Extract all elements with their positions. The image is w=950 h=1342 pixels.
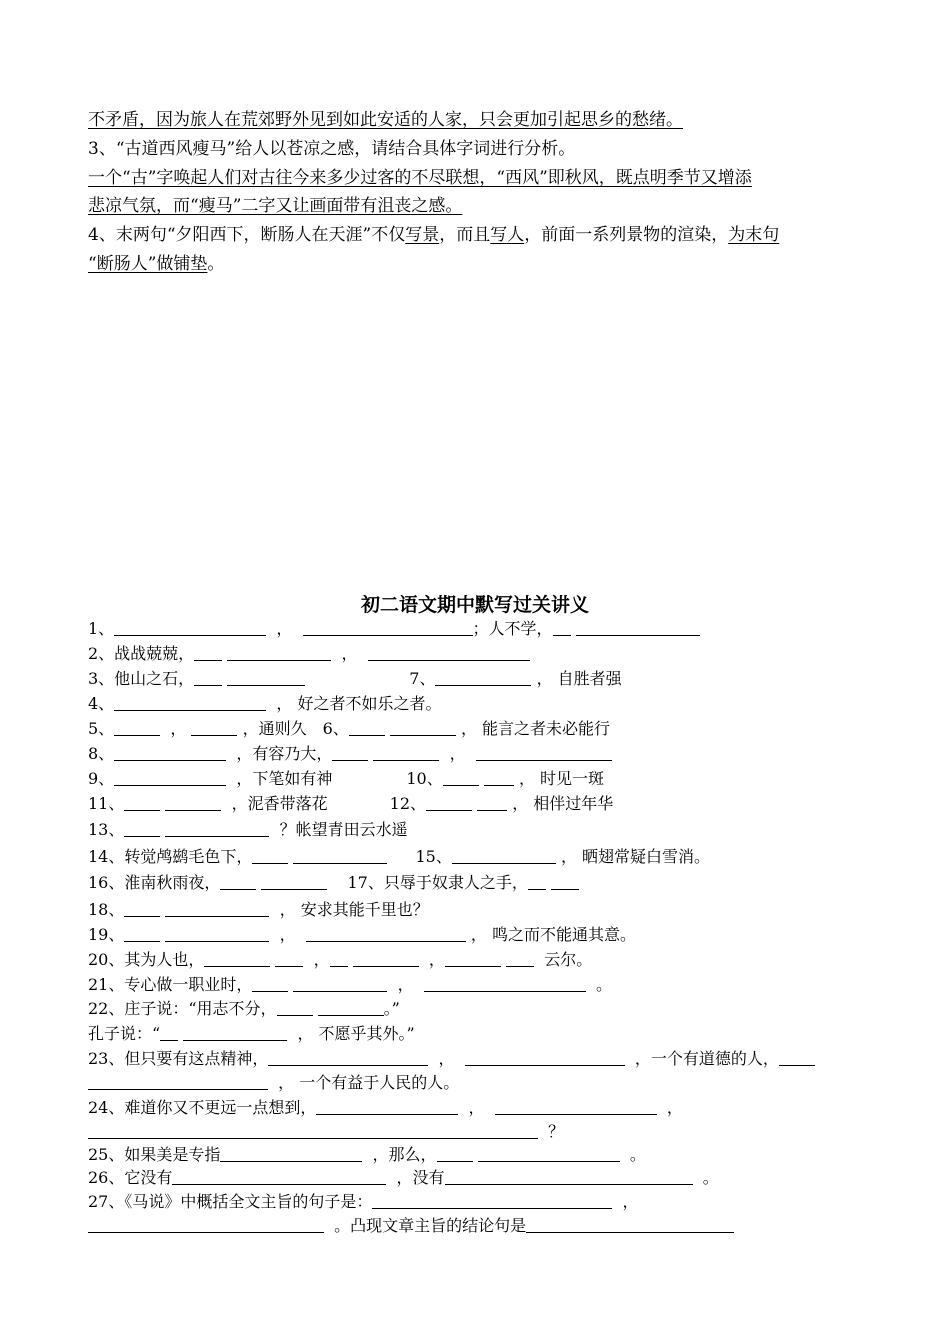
question-text: ，前面一系列景物的渲染， <box>524 225 729 245</box>
answer-blank[interactable] <box>303 618 473 636</box>
question-3 <box>88 137 864 161</box>
answer-blank[interactable] <box>330 949 348 967</box>
item-22 <box>88 997 864 1021</box>
item-text: 4、 <box>88 694 115 713</box>
answer-blank[interactable] <box>528 872 546 890</box>
item-text: ， <box>341 644 358 663</box>
item-text: 。凸现文章主旨的结论句是 <box>334 1216 527 1235</box>
answer-blank[interactable] <box>220 1144 362 1162</box>
item-text: 18、 <box>88 900 125 919</box>
item-text: 26、它没有 <box>88 1168 173 1187</box>
answer-blank[interactable] <box>114 743 226 761</box>
item-25 <box>88 1143 864 1167</box>
answer-blank[interactable] <box>445 949 501 967</box>
item-text: ， <box>170 719 187 738</box>
item-text: 7、 <box>409 669 436 688</box>
question-text: ，而且 <box>439 225 491 245</box>
answer-blank[interactable] <box>165 819 269 837</box>
answer-blank[interactable] <box>484 768 514 786</box>
answer-blank[interactable] <box>553 618 571 636</box>
worksheet-title: 初二语文期中默写过关讲义 <box>360 594 589 616</box>
answer-blank[interactable] <box>349 718 385 736</box>
item-text: 。 <box>702 1168 719 1187</box>
answer-text: 写人 <box>490 225 525 245</box>
answer-blank[interactable] <box>476 743 612 761</box>
item-text: ， 晒翅常疑白雪消。 <box>560 847 711 866</box>
item-text: ，那么， <box>372 1145 437 1164</box>
item-27 <box>88 1190 864 1214</box>
item-13 <box>88 818 864 842</box>
item-text: 2、战战兢兢， <box>88 644 195 663</box>
answer-blank[interactable] <box>165 924 269 942</box>
answer-blank[interactable] <box>495 1097 657 1115</box>
item-text: ， 能言之者未必能行 <box>460 719 611 738</box>
item-11-12 <box>88 792 864 816</box>
question-4-line-2 <box>88 252 864 276</box>
question-text: 3、“古道西风瘦马”给人以苍凉之感，请结合具体字词进行分析。 <box>88 139 576 159</box>
answer-blank[interactable] <box>332 743 368 761</box>
item-text: 12、 <box>389 794 427 813</box>
answer-blank[interactable] <box>293 974 387 992</box>
item-text: ， <box>468 1098 485 1117</box>
item-text: 孔子说：“ <box>88 1024 161 1043</box>
question-text: 。 <box>207 254 225 274</box>
answer-blank[interactable] <box>526 1215 734 1233</box>
item-text: 16、淮南秋雨夜， <box>88 873 221 892</box>
answer-blank[interactable] <box>316 1097 458 1115</box>
item-text: 云尔。 <box>544 950 593 969</box>
item-text: ， <box>397 975 414 994</box>
item-text: 24、难道你又不更远一点想到， <box>88 1098 317 1117</box>
item-text: 1、 <box>88 619 115 638</box>
answer-blank[interactable] <box>227 643 331 661</box>
item-23-cont <box>88 1071 864 1095</box>
item-3 <box>88 667 864 691</box>
answer-text: 一个“古”字唤起人们对古往今来多少过客的不尽联想，“西风”即秋风，既点明季节又增添 <box>88 168 752 188</box>
answer-line-1 <box>88 108 864 132</box>
item-text: ，下笔如有神 <box>236 769 333 788</box>
item-text: ，通则久 <box>242 719 307 738</box>
item-text: ？ <box>548 1122 565 1141</box>
item-text: 13、 <box>88 820 125 839</box>
item-text: 25、如果美是专指 <box>88 1145 221 1164</box>
item-21 <box>88 973 864 997</box>
item-text: ，泥香带落花 <box>231 794 328 813</box>
answer-blank[interactable] <box>293 846 387 864</box>
item-text: ， 好之者不如乐之者。 <box>276 694 442 713</box>
answer-blank[interactable] <box>124 793 160 811</box>
answer-text: 不矛盾，因为旅人在荒郊野外见到如此安适的人家，只会更加引起思乡的愁绪。 <box>88 110 683 130</box>
item-14-15 <box>88 845 864 869</box>
answer-blank[interactable] <box>368 643 530 661</box>
item-19 <box>88 923 864 947</box>
item-text: ， <box>279 925 296 944</box>
item-text: ？帐望青田云水遥 <box>279 820 408 839</box>
item-5-6 <box>88 717 864 741</box>
answer-blank[interactable] <box>424 974 586 992</box>
answer-blank[interactable] <box>277 998 313 1016</box>
answer-blank[interactable] <box>165 793 221 811</box>
item-text: 3、他山之石， <box>88 669 195 688</box>
item-text: 15、 <box>415 847 452 866</box>
answer-blank[interactable] <box>478 1144 620 1162</box>
item-24-cont <box>88 1120 864 1144</box>
answer-blank[interactable] <box>114 768 226 786</box>
answer-text: 悲凉气氛，而“瘦马”二字又让画面带有沮丧之感。 <box>88 196 463 216</box>
answer-blank[interactable] <box>114 693 266 711</box>
item-text: 22、庄子说：“用志不分， <box>88 999 277 1018</box>
item-text: 14、转觉鸬鹚毛色下， <box>88 847 253 866</box>
answer-blank[interactable] <box>124 924 160 942</box>
item-text: ， 一个有益于人民的人。 <box>278 1073 460 1092</box>
answer-blank[interactable] <box>506 949 534 967</box>
answer-blank[interactable] <box>779 1048 815 1066</box>
answer-3-line-1 <box>88 166 864 190</box>
item-text: ， <box>276 619 293 638</box>
item-1 <box>88 617 864 641</box>
item-text: ， 鸣之而不能通其意。 <box>470 925 637 944</box>
item-23 <box>88 1047 864 1071</box>
item-20 <box>88 948 864 972</box>
answer-blank[interactable] <box>191 718 237 736</box>
answer-blank[interactable] <box>465 1048 625 1066</box>
item-text: 。” <box>383 999 400 1018</box>
answer-blank[interactable] <box>220 872 256 890</box>
answer-text: “断肠人”做铺垫 <box>88 254 208 274</box>
answer-blank[interactable] <box>445 1167 693 1185</box>
answer-blank[interactable] <box>261 872 327 890</box>
item-text: ， 自胜者强 <box>536 669 622 688</box>
item-26 <box>88 1166 864 1190</box>
answer-blank[interactable] <box>268 1048 428 1066</box>
answer-blank[interactable] <box>452 846 556 864</box>
item-text: ， 安求其能千里也？ <box>279 900 429 919</box>
answer-blank[interactable] <box>435 668 531 686</box>
answer-blank[interactable] <box>477 793 507 811</box>
answer-3-line-2 <box>88 194 864 218</box>
answer-blank[interactable] <box>160 1023 178 1041</box>
item-text: ，一个有道德的人， <box>634 1049 779 1068</box>
answer-text: 为末句 <box>728 225 780 245</box>
question-text: 4、末两句“夕阳西下，断肠人在天涯”不仅 <box>88 225 406 245</box>
item-text: ， <box>438 1049 455 1068</box>
item-2 <box>88 642 864 666</box>
item-text: 9、 <box>88 769 115 788</box>
item-text: 5、 <box>88 719 115 738</box>
item-text: 。 <box>596 975 613 994</box>
question-4-line-1 <box>88 223 864 247</box>
answer-blank[interactable] <box>275 949 303 967</box>
item-22-cont <box>88 1022 864 1046</box>
item-text: ；人不学， <box>472 619 553 638</box>
item-text: 19、 <box>88 925 125 944</box>
item-text: ， 时见一斑 <box>518 769 605 788</box>
answer-blank[interactable] <box>204 949 270 967</box>
item-text: 21、专心做一职业时， <box>88 975 253 994</box>
answer-blank[interactable] <box>88 1215 324 1233</box>
answer-blank[interactable] <box>88 1121 538 1139</box>
answer-blank[interactable] <box>372 1191 612 1209</box>
answer-blank[interactable] <box>353 949 419 967</box>
item-8 <box>88 742 864 766</box>
answer-blank[interactable] <box>183 1023 287 1041</box>
item-text: 23、但只要有这点精神， <box>88 1049 269 1068</box>
item-text: 11、 <box>88 794 125 813</box>
answer-blank[interactable] <box>373 743 439 761</box>
item-text: 6、 <box>322 719 349 738</box>
answer-blank[interactable] <box>551 872 579 890</box>
item-text: ， <box>622 1192 639 1211</box>
answer-blank[interactable] <box>390 718 456 736</box>
item-text: 10、 <box>406 769 443 788</box>
item-text: ，没有 <box>396 1168 445 1187</box>
answer-blank[interactable] <box>576 618 700 636</box>
answer-blank[interactable] <box>194 668 222 686</box>
answer-blank[interactable] <box>124 819 160 837</box>
answer-blank[interactable] <box>227 668 305 686</box>
item-text: 17、只辱于奴隶人之手， <box>347 873 528 892</box>
answer-blank[interactable] <box>306 924 466 942</box>
answer-blank[interactable] <box>114 618 266 636</box>
answer-blank[interactable] <box>252 974 288 992</box>
item-text: ， <box>666 1098 683 1117</box>
item-16-17 <box>88 871 864 895</box>
item-18 <box>88 898 864 922</box>
answer-blank[interactable] <box>426 793 472 811</box>
item-27-cont <box>88 1214 864 1238</box>
item-text: 。 <box>629 1145 646 1164</box>
item-text: ， <box>313 950 330 969</box>
answer-blank[interactable] <box>114 718 160 736</box>
answer-blank[interactable] <box>194 643 222 661</box>
answer-blank[interactable] <box>172 1167 386 1185</box>
answer-blank[interactable] <box>318 998 384 1016</box>
answer-blank[interactable] <box>124 899 160 917</box>
answer-blank[interactable] <box>443 768 479 786</box>
item-text: ， 不愿乎其外。” <box>297 1024 415 1043</box>
item-text: ， 相伴过年华 <box>512 794 614 813</box>
item-text: 27、《马说》中概括全文主旨的句子是： <box>88 1192 373 1211</box>
item-text: 20、其为人也， <box>88 950 205 969</box>
item-text: ， <box>428 950 445 969</box>
item-text: ，有容乃大， <box>236 744 333 763</box>
item-24 <box>88 1096 864 1120</box>
item-text: 8、 <box>88 744 115 763</box>
item-9-10 <box>88 767 864 791</box>
answer-blank[interactable] <box>165 899 269 917</box>
answer-blank[interactable] <box>437 1144 473 1162</box>
answer-blank[interactable] <box>88 1072 268 1090</box>
item-text: ， <box>449 744 466 763</box>
answer-text: 写景 <box>405 225 440 245</box>
item-4 <box>88 692 864 716</box>
answer-blank[interactable] <box>252 846 288 864</box>
